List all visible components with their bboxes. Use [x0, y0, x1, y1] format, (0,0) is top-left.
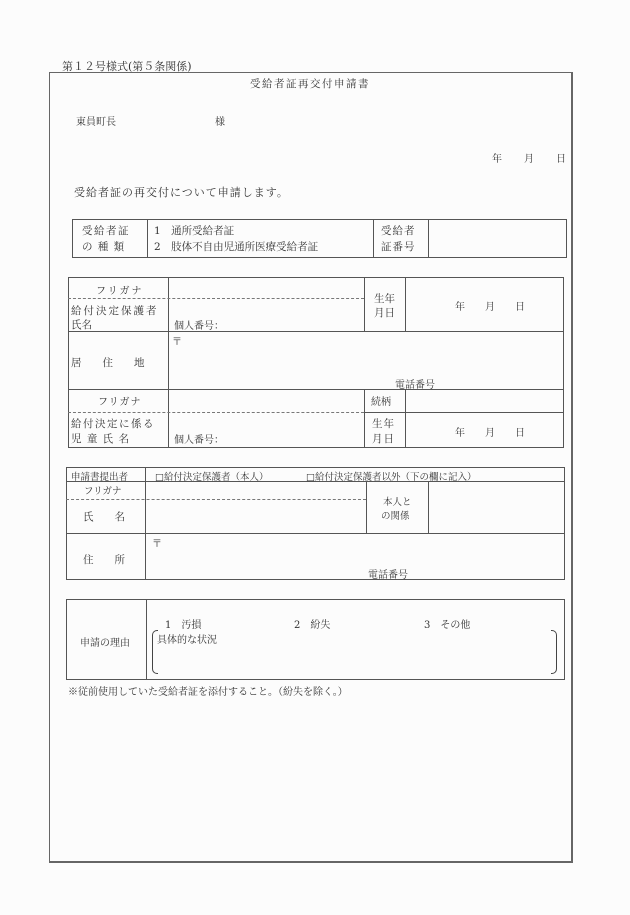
type-option-1[interactable]: 1 通所受給者証: [154, 225, 235, 237]
address-field[interactable]: [170, 345, 562, 373]
child-furigana-label: フリガナ: [98, 397, 142, 408]
reason-option-1[interactable]: 1 汚損: [165, 620, 202, 631]
guardian-furigana-field[interactable]: [170, 280, 362, 297]
submitter-address-field[interactable]: [147, 546, 563, 564]
cert-number-field[interactable]: [430, 221, 565, 256]
address-label: 居 住 地: [71, 357, 145, 369]
guardian-birth-label-1: 生年: [374, 293, 395, 305]
page-title: 受給者証再交付申請書: [250, 78, 370, 90]
guardian-birth-label-2: 月日: [374, 307, 395, 319]
submitter-furigana-field[interactable]: [147, 483, 364, 498]
child-name-label-1: 給付決定に係る: [71, 418, 155, 430]
submitter-furigana-label: フリガナ: [84, 486, 122, 497]
guardian-phone-label: 電話番号: [395, 380, 435, 391]
form-number: 第１２号様式(第５条関係): [62, 60, 192, 73]
child-name-label-2: 児 童 氏 名: [71, 433, 131, 445]
cert-number-label-2: 証番号: [381, 241, 416, 253]
child-birth-label-2: 月日: [372, 433, 395, 445]
submitter-relation-label-1: 本人と: [383, 497, 412, 508]
date-day: 日: [556, 154, 566, 165]
guardian-name-label-2: 氏名: [71, 319, 92, 331]
submitter-option-self[interactable]: □給付決定保護者（本人）: [155, 472, 269, 483]
honorific: 様: [215, 117, 225, 128]
attachment-note: ※従前使用していた受給者証を添付すること。（紛失を除く。）: [68, 687, 348, 698]
detail-label: 具体的な状況: [157, 635, 217, 646]
detail-field[interactable]: [162, 645, 547, 671]
type-option-2[interactable]: 2 肢体不自由児通所医療受給者証: [154, 241, 319, 253]
right-bracket: [551, 630, 557, 674]
guardian-furigana-label: フリガナ: [96, 286, 144, 297]
reason-label: 申請の理由: [80, 638, 130, 649]
type-label-2: の 種 類: [82, 241, 126, 253]
submitter-relation-label-2: の関係: [381, 511, 410, 522]
guardian-birth-value[interactable]: 年 月 日: [455, 302, 525, 313]
relation-field[interactable]: [407, 391, 562, 410]
submitter-option-other[interactable]: □給付決定保護者以外（下の欄に記入）: [306, 472, 477, 483]
child-birth-label-1: 生年: [372, 418, 395, 430]
type-label-1: 受給者証: [82, 225, 130, 237]
relation-label: 続柄: [371, 397, 391, 408]
child-personal-number-label: 個人番号：: [174, 435, 224, 446]
submitter-name-label: 氏 名: [83, 511, 125, 523]
date-year: 年: [492, 154, 502, 165]
child-birth-value[interactable]: 年 月 日: [455, 428, 525, 439]
addressee: 東員町長: [76, 117, 116, 128]
submitter-phone-label: 電話番号: [368, 570, 408, 581]
submitter-address-label: 住 所: [83, 554, 125, 566]
submitter-relation-field[interactable]: [430, 483, 563, 531]
reason-option-2[interactable]: 2 紛失: [294, 620, 331, 631]
postal-mark: 〒: [172, 337, 182, 348]
cert-number-label-1: 受給者: [381, 225, 416, 237]
intro-text: 受給者証の再交付について申請します。: [74, 186, 289, 199]
submitter-name-field[interactable]: [147, 501, 364, 531]
child-furigana-field[interactable]: [170, 391, 362, 410]
date-month: 月: [524, 154, 534, 165]
guardian-personal-number-label: 個人番号：: [174, 321, 224, 332]
guardian-name-label-1: 給付決定保護者: [71, 305, 159, 317]
submitter-label: 申請書提出者: [71, 472, 129, 483]
reason-option-3[interactable]: 3 その他: [424, 620, 471, 631]
submitter-postal-mark: 〒: [152, 539, 162, 550]
